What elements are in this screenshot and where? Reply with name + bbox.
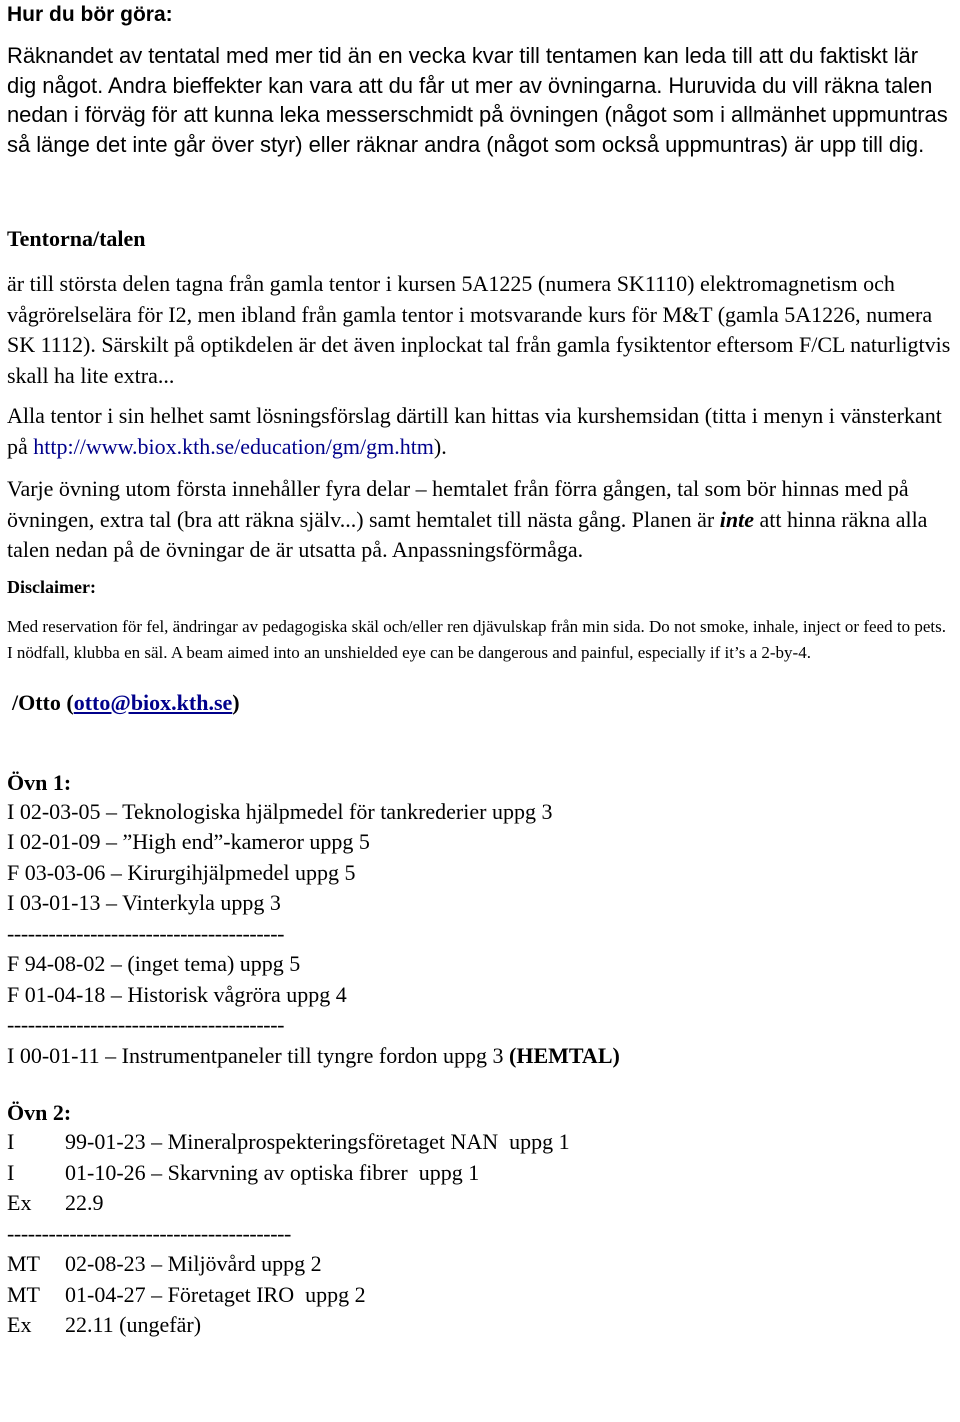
ovn1-task: I 03-01-13 – Vinterkyla uppg 3 (7, 890, 281, 915)
signature (7, 689, 953, 717)
tentor-p3-text-a: Varje övning utom första innehåller fyra delar – hemtalet från förra gången, tal som bör hinnas med på övningen, extra tal (bra att räkna själv...) samt hemtalet till nästa gång. Planen är (7, 476, 909, 532)
ovn2-heading: Övn 2: (7, 1100, 72, 1125)
signature-name: /Otto ( (12, 689, 74, 715)
task-text: 22.11 (ungefär) (65, 1312, 202, 1337)
tentor-paragraph-1: är till största delen tagna från gamla tentor i kursen 5A1225 (numera SK1110) elektromagnetism och vågrörelselära för I2, men ibland från gamla tentor i motsvarande kurs för M&T (gamla 5A1226, numera SK 1112). Särskilt på optikdelen är det även inplockat tal från gamla fysiktentor eftersom F/CL naturligtvis skall ha lite extra... (7, 271, 951, 388)
ovn1-task: F 94-08-02 – (inget tema) uppg 5 (7, 951, 301, 976)
ovn2-task (7, 1127, 953, 1158)
ovn1-hemtal-text: I 00-01-11 – Instrumentpaneler till tyngre fordon uppg 3 (7, 1042, 510, 1068)
disclaimer-heading: Disclaimer: (7, 576, 96, 597)
ovn2-task (7, 1249, 953, 1280)
ovn2-task (7, 1158, 953, 1189)
ovn1-task: F 01-04-18 – Historisk vågröra uppg 4 (7, 981, 347, 1007)
tentor-paragraph-2 (7, 401, 953, 462)
how-paragraph: Räknandet av tentatal med mer tid än en vecka kvar till tentamen kan leda till att du faktiskt lär dig något. Andra bieffekter kan vara att du får ut mer av övningarna. Huruvida du vill räkna talen nedan i förväg för att kunna leka messerschmidt på övningen (något som i allmänhet uppmuntras så länge det inte går över styr) eller räknar andra (något som också uppmuntras) är upp till dig. (7, 43, 948, 157)
tentor-p2-text: Alla tentor i sin helhet samt lösningsförslag därtill kan hittas via kurshemsidan (titta i menyn i vänsterkant på (7, 403, 942, 459)
tentor-heading: Tentorna/talen (7, 226, 146, 251)
disclaimer-text: Med reservation för fel, ändringar av pedagogiska skäl och/eller ren djävulskap från min sida. Do not smoke, inhale, inject or feed to pets. I nödfall, klubba en säl. A beam aimed into an unshielded eye can be dangerous and painful, especially if it’s a 2-by-4. (7, 616, 946, 662)
ovn2-task (7, 1188, 953, 1219)
task-code: I (7, 1129, 15, 1154)
tentor-p2-end: ). (433, 433, 447, 459)
document-page (0, 3, 960, 1422)
ovn1-hemtal (7, 1041, 953, 1072)
ovn2-separator: ----------------------------------------- (7, 1220, 291, 1246)
task-code: Ex (7, 1312, 32, 1337)
ovn1-separator: ---------------------------------------- (7, 920, 285, 946)
tentor-p3-text-b: att hinna räkna alla talen nedan på de övningar de är utsatta på. Anpassningsförmåga. (7, 506, 928, 562)
task-text: 99-01-23 – Mineralprospekteringsföretaget NAN uppg 1 (65, 1129, 570, 1154)
task-text: 01-04-27 – Företaget IRO uppg 2 (65, 1281, 366, 1307)
ovn1-task: I 02-03-05 – Teknologiska hjälpmedel för tankrederier uppg 3 (7, 798, 553, 824)
ovn1-heading: Övn 1: (7, 769, 72, 795)
signature-end: ) (232, 689, 240, 715)
task-text: 01-10-26 – Skarvning av optiska fibrer uppg 1 (65, 1159, 480, 1185)
course-url-link[interactable]: http://www.biox.kth.se/education/gm/gm.htm (33, 433, 434, 459)
how-heading: Hur du bör göra: (7, 3, 173, 26)
task-code: Ex (7, 1190, 32, 1215)
task-text: 02-08-23 – Miljövård uppg 2 (65, 1251, 322, 1276)
ovn1-separator: ---------------------------------------- (7, 1012, 285, 1037)
task-text: 22.9 (65, 1190, 104, 1215)
email-link[interactable]: otto@biox.kth.se (73, 689, 233, 715)
tentor-paragraph-3 (7, 474, 953, 566)
ovn1-task: F 03-03-06 – Kirurgihjälpmedel uppg 5 (7, 859, 356, 885)
ovn2-task (7, 1310, 953, 1341)
task-code: MT (7, 1251, 40, 1276)
task-code: MT (7, 1281, 40, 1307)
emphasis-inte: inte (719, 506, 754, 532)
task-code: I (7, 1159, 15, 1185)
ovn2-task (7, 1280, 953, 1311)
hemtal-label: (HEMTAL) (509, 1042, 620, 1068)
ovn1-task: I 02-01-09 – ”High end”-kameror uppg 5 (7, 829, 370, 854)
